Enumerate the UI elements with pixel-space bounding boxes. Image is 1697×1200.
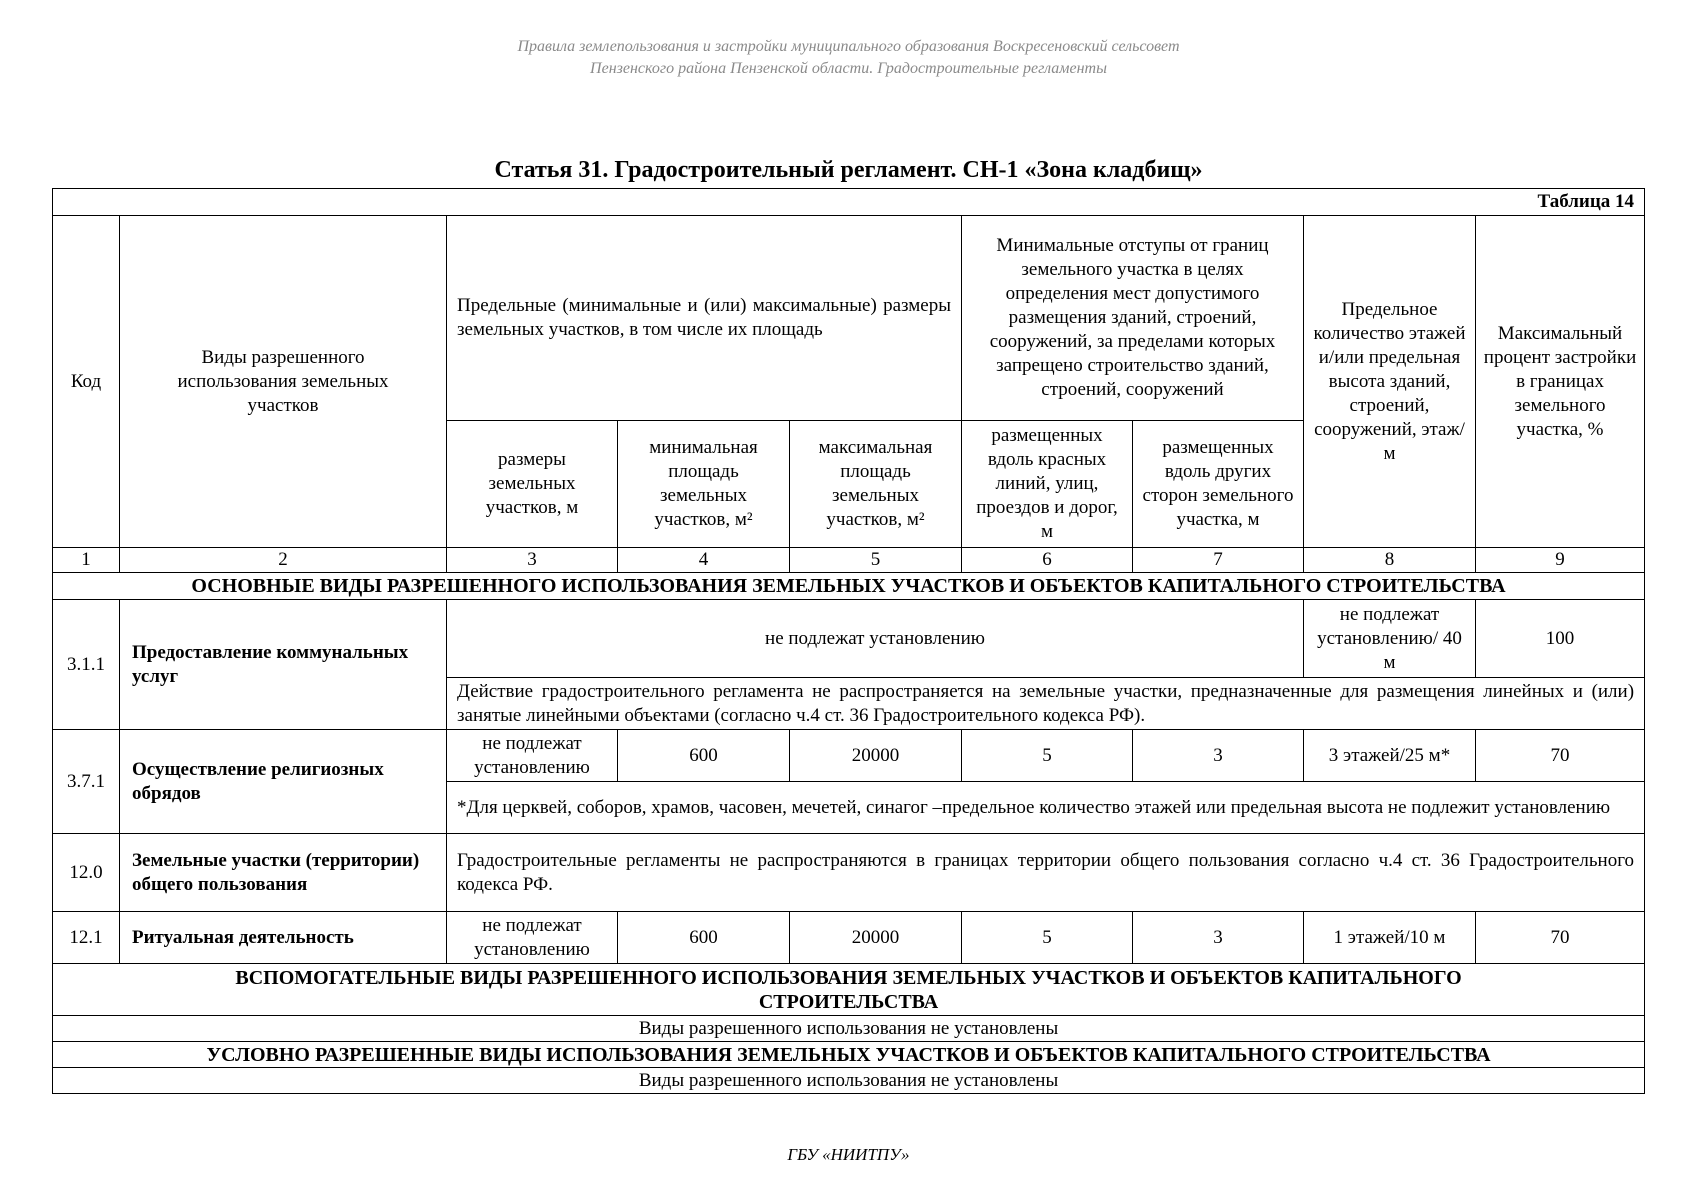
table-row	[53, 912, 1645, 964]
table-label: Таблица 14	[53, 189, 1645, 216]
section-cond-heading: УСЛОВНО РАЗРЕШЕННЫЕ ВИДЫ ИСПОЛЬЗОВАНИЯ ЗЕМЕЛЬНЫХ УЧАСТКОВ И ОБЪЕКТОВ КАПИТАЛЬНОГО СТРОИТЕЛЬСТВА	[53, 1042, 1645, 1068]
section-main-row	[53, 573, 1645, 600]
header-min-area: минимальная площадь земельных участков, м²	[618, 421, 790, 548]
header-plot-sizes-m: размеры земельных участков, м	[447, 421, 618, 548]
row-code: 3.7.1	[53, 730, 120, 834]
row-code: 12.1	[53, 912, 120, 964]
row-code: 12.0	[53, 834, 120, 912]
regulation-table	[52, 188, 1645, 1094]
table-row	[53, 834, 1645, 912]
table-row	[53, 600, 1645, 678]
row-floors: 1 этажей/10 м	[1304, 912, 1476, 964]
row-merged-value: не подлежат установлению	[447, 600, 1304, 678]
table-label-row	[53, 189, 1645, 216]
column-number: 4	[618, 548, 790, 573]
section-cond-row	[53, 1042, 1645, 1068]
header-setback-other: размещенных вдоль других сторон земельного участка, м	[1133, 421, 1304, 548]
row-name: Земельные участки (территории) общего пользования	[120, 834, 447, 912]
row-name: Ритуальная деятельность	[120, 912, 447, 964]
row-max-area: 20000	[790, 912, 962, 964]
row-coverage: 70	[1476, 912, 1645, 964]
column-number: 3	[447, 548, 618, 573]
header-max-area: максимальная площадь земельных участков, м²	[790, 421, 962, 548]
section-aux-row	[53, 964, 1645, 1016]
header-types: Виды разрешенного использования земельных участков	[120, 216, 447, 548]
aux-text-row	[53, 1016, 1645, 1042]
page-footer: ГБУ «НИИТПУ»	[787, 1145, 910, 1164]
running-header-line-2: Пензенского района Пензенской области. Градостроительные регламенты	[590, 60, 1107, 77]
header-code: Код	[53, 216, 120, 548]
column-number: 7	[1133, 548, 1304, 573]
column-number: 8	[1304, 548, 1476, 573]
row-name: Предоставление коммунальных услуг	[120, 600, 447, 730]
column-number: 1	[53, 548, 120, 573]
header-coverage: Максимальный процент застройки в границах земельного участка, %	[1476, 216, 1645, 548]
row-code: 3.1.1	[53, 600, 120, 730]
aux-text: Виды разрешенного использования не установлены	[53, 1016, 1645, 1042]
row-min-area: 600	[618, 912, 790, 964]
article-title: Статья 31. Градостроительный регламент. СН-1 «Зона кладбищ»	[494, 157, 1203, 183]
running-header	[0, 36, 1697, 80]
column-number: 5	[790, 548, 962, 573]
cond-text: Виды разрешенного использования не установлены	[53, 1068, 1645, 1094]
header-setback-red: размещенных вдоль красных линий, улиц, проездов и дорог, м	[962, 421, 1133, 548]
cond-text-row	[53, 1068, 1645, 1094]
column-numbers-row	[53, 548, 1645, 573]
row-name: Осуществление религиозных обрядов	[120, 730, 447, 834]
table-row	[53, 730, 1645, 782]
row-note: Градостроительные регламенты не распространяются в границах территории общего пользования согласно ч.4 ст. 36 Градостроительного кодекса РФ.	[447, 834, 1645, 912]
row-coverage: 100	[1476, 600, 1645, 678]
row-setback-red: 5	[962, 730, 1133, 782]
running-header-line-1: Правила землепользования и застройки муниципального образования Воскресеновский сельсовет	[517, 38, 1180, 55]
column-number: 2	[120, 548, 447, 573]
row-size: не подлежат установлению	[447, 730, 618, 782]
header-plot-sizes-group: Предельные (минимальные и (или) максимальные) размеры земельных участков, в том числе их площадь	[447, 216, 962, 421]
row-floors: 3 этажей/25 м*	[1304, 730, 1476, 782]
row-min-area: 600	[618, 730, 790, 782]
row-max-area: 20000	[790, 730, 962, 782]
row-note: Действие градостроительного регламента не распространяется на земельные участки, предназначенные для размещения линейных и (или) занятые линейными объектами (согласно ч.4 ст. 36 Градостроительного кодекса РФ).	[447, 678, 1645, 730]
section-aux-heading: ВСПОМОГАТЕЛЬНЫЕ ВИДЫ РАЗРЕШЕННОГО ИСПОЛЬЗОВАНИЯ ЗЕМЕЛЬНЫХ УЧАСТКОВ И ОБЪЕКТОВ КАПИТАЛЬНОГО СТРОИТЕЛЬСТВА	[53, 964, 1645, 1016]
row-coverage: 70	[1476, 730, 1645, 782]
row-setback-other: 3	[1133, 912, 1304, 964]
column-number: 9	[1476, 548, 1645, 573]
column-number: 6	[962, 548, 1133, 573]
header-floors: Предельное количество этажей и/или предельная высота зданий, строений, сооружений, этаж/м	[1304, 216, 1476, 548]
header-setbacks-group: Минимальные отступы от границ земельного участка в целях определения мест допустимого размещения зданий, строений, сооружений, за пределами которых запрещено строительство зданий, строений, сооружений	[962, 216, 1304, 421]
row-setback-red: 5	[962, 912, 1133, 964]
row-floors: не подлежат установлению/ 40 м	[1304, 600, 1476, 678]
section-main-heading: ОСНОВНЫЕ ВИДЫ РАЗРЕШЕННОГО ИСПОЛЬЗОВАНИЯ ЗЕМЕЛЬНЫХ УЧАСТКОВ И ОБЪЕКТОВ КАПИТАЛЬНОГО СТРОИТЕЛЬСТВА	[53, 573, 1645, 600]
row-note: *Для церквей, соборов, храмов, часовен, мечетей, синагог –предельное количество этажей или предельная высота не подлежит установлению	[447, 782, 1645, 834]
row-size: не подлежат установлению	[447, 912, 618, 964]
header-row-1	[53, 216, 1645, 421]
row-setback-other: 3	[1133, 730, 1304, 782]
